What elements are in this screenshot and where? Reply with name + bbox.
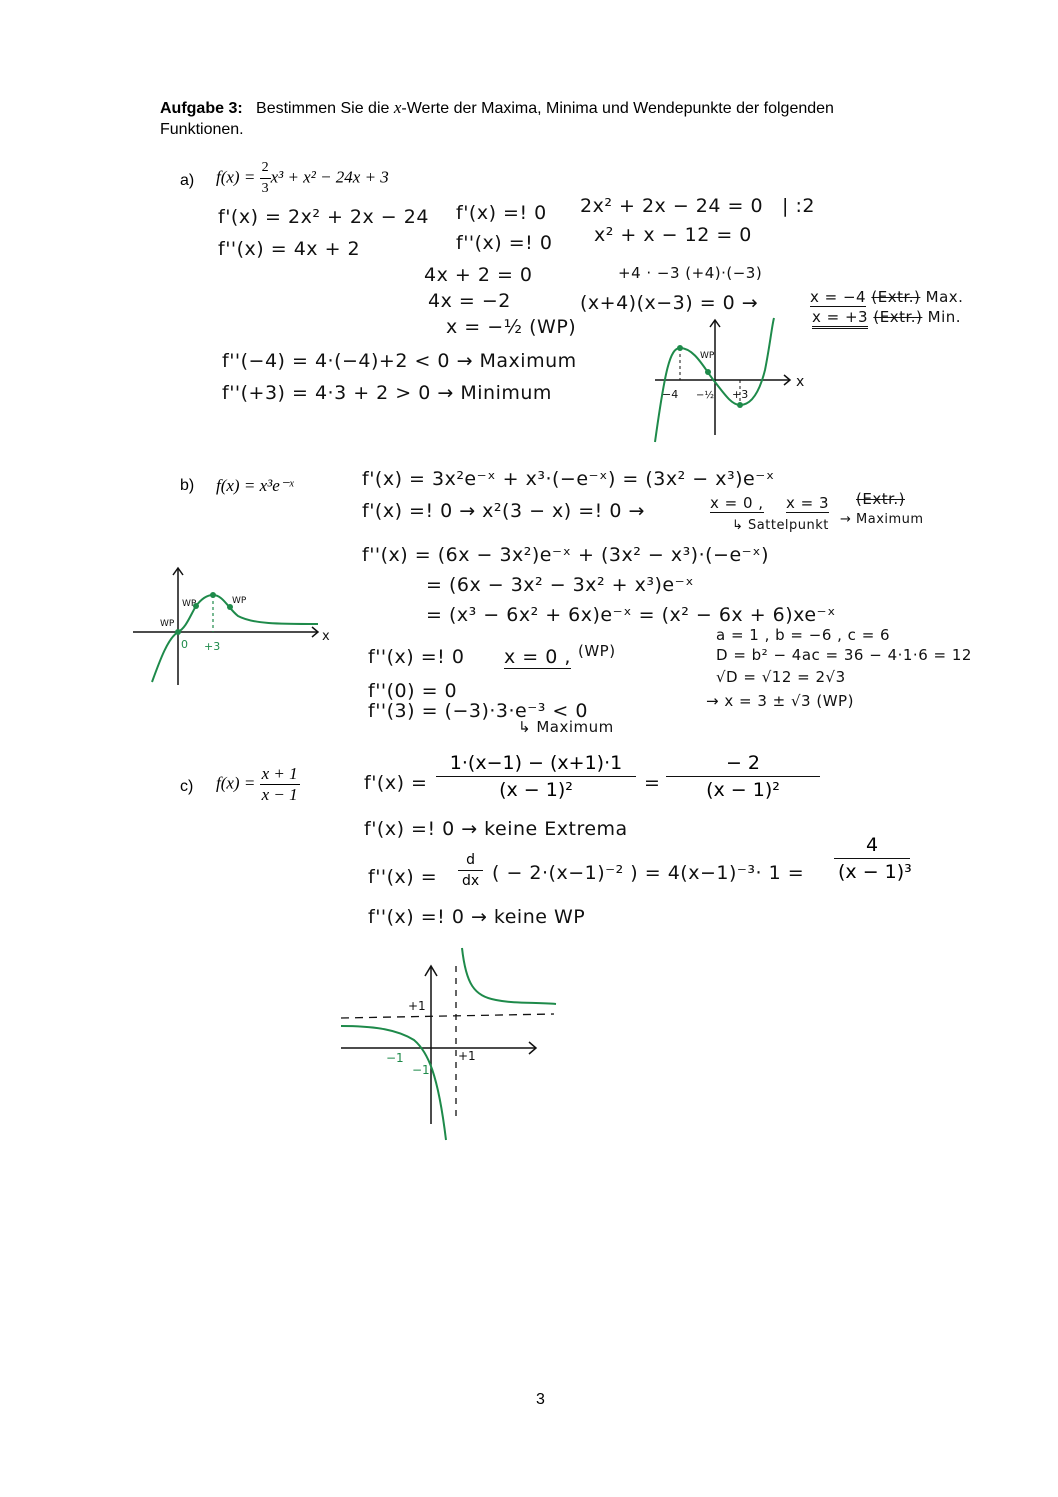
b-maximum-note: → Maximum (840, 512, 924, 527)
b-graph-wp-label-1: WP (160, 619, 175, 629)
part-c-function-lhs: f(x) = (216, 773, 260, 793)
c-graph-tick-m1-x: −1 (386, 1051, 404, 1065)
b-check-3: f''(3) = (−3)·3·e⁻³ < 0 (368, 700, 588, 722)
c-derivative-equals: = (644, 772, 661, 794)
b-wp-root (504, 646, 571, 668)
c-second-derivative-result-den: (x − 1)³ (834, 858, 910, 883)
part-b-label: b) (180, 477, 195, 494)
c-graph-tick-p1-x: +1 (458, 1049, 476, 1063)
a-first-derivative: f'(x) = 2x² + 2x − 24 (218, 206, 429, 228)
b-check-0: f''(0) = 0 (368, 680, 458, 702)
b-graph-saddle-point (175, 629, 181, 635)
page-number: 3 (536, 1391, 545, 1408)
b-root-0 (710, 494, 764, 512)
c-ddx-den: dx (458, 870, 483, 889)
task-title: Aufgabe 3: (160, 100, 243, 117)
b-saddle-note: ↳ Sattelpunkt (732, 518, 829, 533)
a-graph-tick-mhalf: −½ (696, 390, 715, 401)
b-extr-label: (Extr.) (856, 490, 905, 508)
part-a-label: a) (180, 172, 195, 189)
a-condition-second: f''(x) =! 0 (456, 232, 553, 254)
c-second-derivative-lhs: f''(x) = (368, 866, 438, 888)
task-variable: x (393, 98, 402, 117)
part-c-function (216, 764, 300, 805)
part-a-fraction (260, 158, 271, 199)
task-header-line2: Funktionen. (160, 121, 244, 138)
c-graph-tick-p1-y: +1 (408, 999, 426, 1013)
c-derivative-lhs: f'(x) = (364, 772, 428, 794)
a-graph-x-label: x (796, 374, 805, 390)
c-derivative-num: 1·(x−1) − (x+1)·1 (449, 752, 623, 774)
c-condition-first: f'(x) =! 0 → keine Extrema (364, 818, 628, 840)
b-discriminant: D = b² − 4ac = 36 − 4·1·6 = 12 (716, 646, 972, 664)
a-graph-tick-m4: −4 (662, 388, 679, 401)
part-a-function-rest: x³ + x² − 24x + 3 (270, 167, 389, 187)
a-root-1-value: x = −4 (810, 288, 867, 306)
part-c-fraction (260, 764, 300, 805)
c-ddx (458, 852, 483, 889)
b-wp-tag: (WP) (578, 642, 616, 660)
b-graph-max-point (210, 592, 216, 598)
b-wp-root-value: x = 0 , (504, 646, 571, 668)
a-quadratic-divide: | :2 (782, 195, 815, 217)
c-graph (336, 944, 566, 1149)
a-graph-tick-p3: +3 (732, 388, 749, 401)
b-condition-second: f''(x) =! 0 (368, 646, 465, 668)
b-second-derivative: f''(x) = (6x − 3x²)e⁻ˣ + (3x² − x³)·(−e⁻ˣ) (362, 544, 770, 566)
c-graph-tick-m1-y: −1 (412, 1063, 430, 1077)
task-text-before: Bestimmen Sie die (256, 100, 390, 117)
b-second-derivative-simplify-1: = (6x − 3x² − 3x² + x³)e⁻ˣ (426, 574, 695, 596)
a-root-2-value: x = +3 (812, 308, 868, 329)
b-graph-tick-p3: +3 (204, 640, 221, 653)
a-check-min: f''(+3) = 4·3 + 2 > 0 → Minimum (222, 382, 552, 404)
task-text-after: -Werte der Maxima, Minima und Wendepunkte der folgenden (401, 100, 834, 117)
c-condition-second: f''(x) =! 0 → keine WP (368, 906, 586, 928)
c-derivative-result-num: − 2 (725, 752, 761, 774)
b-graph-x-label: x (322, 629, 330, 644)
part-c-frac-den: x − 1 (261, 785, 298, 804)
task-header (160, 98, 940, 119)
c-ddx-num: d (466, 852, 476, 868)
b-graph-wp-label-3: WP (232, 596, 247, 606)
b-first-derivative: f'(x) = 3x²e⁻ˣ + x³·(−e⁻ˣ) = (3x² − x³)e⁻ˣ (362, 468, 775, 490)
part-b-function: f(x) = x³e⁻ˣ (216, 476, 294, 495)
a-root-2-type: (Extr.) (873, 308, 923, 326)
c-second-derivative-mid: ( − 2·(x−1)⁻² ) = 4(x−1)⁻³· 1 = (492, 862, 805, 884)
a-quadratic-2: x² + x − 12 = 0 (594, 224, 752, 246)
c-derivative-fraction (436, 752, 636, 801)
a-wp-step2: 4x = −2 (428, 290, 511, 312)
b-root-3-value: x = 3 (786, 494, 830, 512)
b-root-3 (786, 494, 829, 512)
part-a-frac-den: 3 (260, 178, 271, 199)
c-second-derivative-result (834, 834, 910, 883)
c-second-derivative-result-num: 4 (865, 834, 879, 856)
a-root-1 (810, 288, 963, 306)
c-graph-curve-right (462, 948, 556, 1004)
a-wp-step3: x = −½ (WP) (446, 316, 577, 338)
b-root-0-value: x = 0 , (710, 494, 764, 512)
part-c-frac-num: x + 1 (261, 764, 298, 783)
a-check-max: f''(−4) = 4·(−4)+2 < 0 → Maximum (222, 350, 577, 372)
part-a-function-lhs: f(x) = (216, 167, 260, 187)
a-root-2 (812, 308, 961, 326)
a-graph-wp-point (705, 369, 711, 375)
a-root-1-type: (Extr.) (871, 288, 921, 306)
a-factored: (x+4)(x−3) = 0 → (580, 292, 759, 314)
b-graph-curve (152, 595, 318, 682)
part-a-function (216, 158, 389, 199)
a-quadratic-1: 2x² + 2x − 24 = 0 (580, 195, 764, 217)
b-coefficients: a = 1 , b = −6 , c = 6 (716, 626, 891, 644)
a-graph-maximum-point (677, 345, 683, 351)
b-graph-tick-0: 0 (181, 638, 188, 651)
a-graph (640, 310, 820, 450)
a-graph-wp-label: WP (700, 351, 715, 361)
a-wp-step1: 4x + 2 = 0 (424, 264, 533, 286)
a-quadratic-factors: +4 · −3 (+4)·(−3) (618, 264, 763, 282)
a-root-2-result: Min. (927, 308, 962, 326)
a-second-derivative: f''(x) = 4x + 2 (218, 238, 361, 260)
a-root-1-result: Max. (925, 288, 964, 306)
c-derivative-result (666, 752, 820, 801)
c-derivative-den: (x − 1)² (436, 776, 636, 801)
c-derivative-result-den: (x − 1)² (666, 776, 820, 801)
a-condition-first: f'(x) =! 0 (456, 202, 547, 224)
b-graph (128, 560, 338, 690)
b-root-discriminant: √D = √12 = 2√3 (716, 668, 846, 686)
part-a-frac-num: 2 (261, 160, 269, 175)
part-c-label: c) (180, 778, 194, 795)
c-graph-horizontal-asymptote (341, 1014, 554, 1018)
b-wp-roots: → x = 3 ± √3 (WP) (706, 692, 854, 710)
b-condition-first: f'(x) =! 0 → x²(3 − x) =! 0 → (362, 500, 645, 522)
b-second-derivative-simplify-2: = (x³ − 6x² + 6x)e⁻ˣ = (x² − 6x + 6)xe⁻ˣ (426, 604, 836, 626)
b-graph-wp-label-2: WP (182, 599, 197, 609)
a-graph-minimum-point (737, 402, 743, 408)
b-check-result: ↳ Maximum (518, 718, 614, 736)
